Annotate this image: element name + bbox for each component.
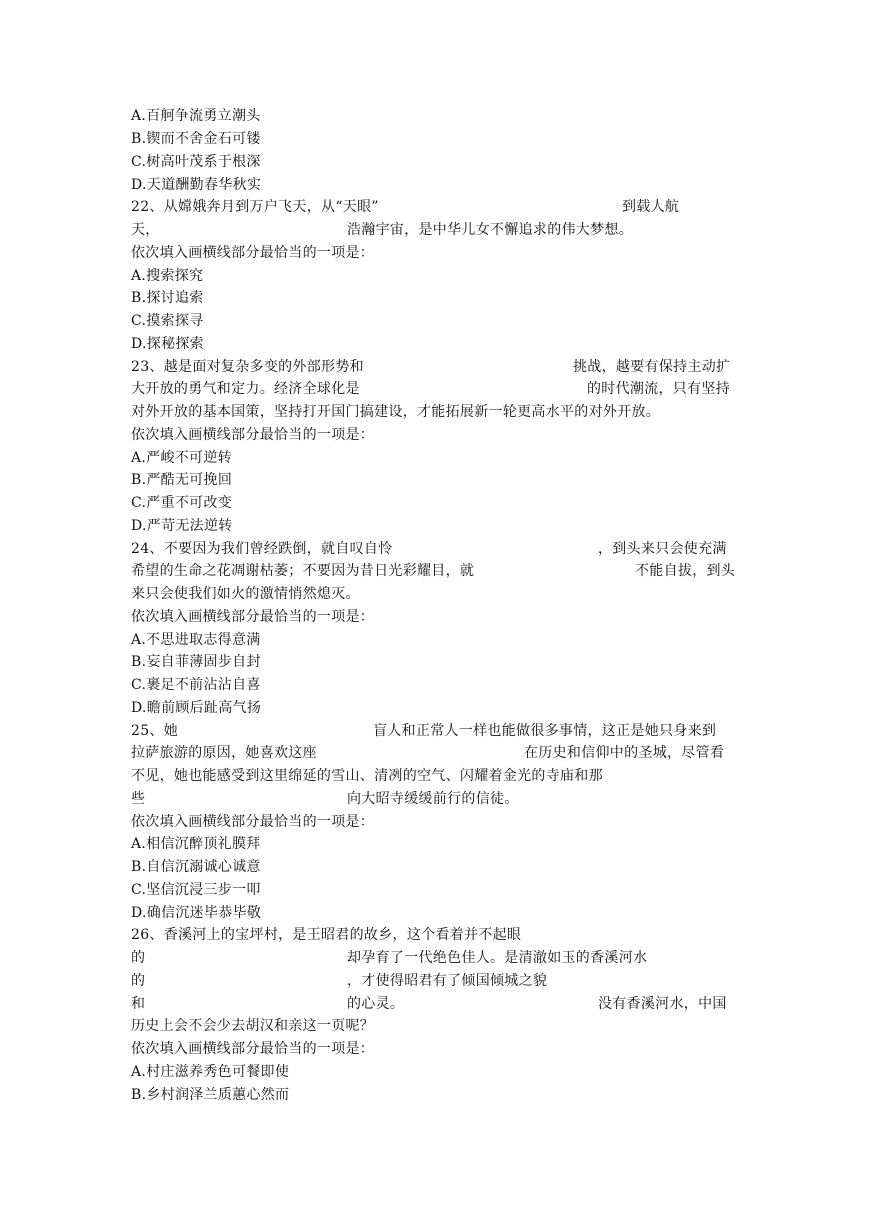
option-a-q25: A.相信沉醉顶礼膜拜 bbox=[131, 836, 261, 852]
question-25-line4-part2: 向大昭寺缓缓前行的信徒。 bbox=[347, 791, 519, 807]
option-b-q25: B.自信沉溺诚心诚意 bbox=[131, 859, 261, 875]
question-25-line1-part2: 盲人和正常人一样也能做很多事情，这正是她只身来到 bbox=[373, 723, 717, 739]
instruction-q23: 依次填入画横线部分最恰当的一项是： bbox=[131, 427, 375, 443]
question-24-line1-part2: ，到头来只会使充满 bbox=[598, 541, 727, 557]
question-25-line4-part1: 些 bbox=[131, 791, 146, 807]
question-26-line4-part1: 和 bbox=[131, 996, 146, 1012]
option-c-q24: C.裹足不前沾沾自喜 bbox=[131, 677, 261, 693]
question-24-line2-part1: 希望的生命之花凋谢枯萎；不要因为昔日光彩耀目，就 bbox=[131, 563, 475, 579]
question-24-line1-part1: 24、不要因为我们曾经跌倒，就自叹自怜 bbox=[131, 541, 393, 557]
question-26-line5: 历史上会不会少去胡汉和亲这一页呢？ bbox=[131, 1018, 375, 1034]
option-d-q25: D.确信沉迷毕恭毕敬 bbox=[131, 905, 262, 921]
question-26-line2-part2: 却孕育了一代绝色佳人。是清澈如玉的香溪河水 bbox=[347, 950, 648, 966]
option-b-q21: B.锲而不舍金石可镂 bbox=[131, 131, 261, 147]
option-b-q26: B.乡村润泽兰质蕙心然而 bbox=[131, 1087, 290, 1103]
question-26-line3-part2: ，才使得昭君有了倾国倾城之貌 bbox=[347, 973, 548, 989]
option-a-q26: A.村庄滋养秀色可餐即使 bbox=[131, 1064, 290, 1080]
question-25-line1-part1: 25、她 bbox=[131, 723, 179, 739]
option-a-q23: A.严峻不可逆转 bbox=[131, 450, 232, 466]
option-d-q21: D.天道酬勤春华秋实 bbox=[131, 177, 262, 193]
question-23-line1-part2: 挑战，越要有保持主动扩 bbox=[573, 359, 731, 375]
question-23-line1-part1: 23、越是面对复杂多变的外部形势和 bbox=[131, 359, 364, 375]
question-24-line2-part2: 不能自拔，到头 bbox=[635, 563, 736, 579]
question-26-line4-part2: 的心灵。 bbox=[347, 996, 405, 1012]
question-26-line1: 26、香溪河上的宝坪村，是王昭君的故乡，这个看着并不起眼 bbox=[131, 927, 522, 943]
option-b-q23: B.严酷无可挽回 bbox=[131, 472, 233, 488]
question-22-line2-part1: 天， bbox=[131, 222, 160, 238]
option-c-q22: C.摸索探寻 bbox=[131, 313, 204, 329]
question-23-line2-part2: 的时代潮流，只有坚持 bbox=[587, 381, 730, 397]
question-26-line2-part1: 的 bbox=[131, 950, 146, 966]
option-d-q23: D.严苛无法逆转 bbox=[131, 518, 233, 534]
option-b-q24: B.妄自菲薄固步自封 bbox=[131, 654, 261, 670]
instruction-q22: 依次填入画横线部分最恰当的一项是： bbox=[131, 245, 375, 261]
question-25-line2-part2: 在历史和信仰中的圣城，尽管看 bbox=[524, 745, 725, 761]
question-26-line4-part3: 没有香溪河水，中国 bbox=[598, 996, 727, 1012]
option-c-q21: C.树高叶茂系于根深 bbox=[131, 154, 261, 170]
question-23-line2-part1: 大开放的勇气和定力。经济全球化是 bbox=[131, 381, 360, 397]
instruction-q26: 依次填入画横线部分最恰当的一项是： bbox=[131, 1041, 375, 1057]
question-25-line2-part1: 拉萨旅游的原因，她喜欢这座 bbox=[131, 745, 317, 761]
option-c-q25: C.坚信沉浸三步一叩 bbox=[131, 882, 261, 898]
question-22-line2-part2: 浩瀚宇宙，是中华儿女不懈追求的伟大梦想。 bbox=[347, 222, 633, 238]
option-d-q24: D.瞻前顾后趾高气扬 bbox=[131, 700, 262, 716]
option-a-q21: A.百舸争流勇立潮头 bbox=[131, 108, 261, 124]
question-26-line3-part1: 的 bbox=[131, 973, 146, 989]
option-b-q22: B.探讨追索 bbox=[131, 290, 204, 306]
option-d-q22: D.探秘探索 bbox=[131, 336, 204, 352]
option-a-q24: A.不思进取志得意满 bbox=[131, 632, 261, 648]
question-22-line1-part1: 22、从嫦娥奔月到万户飞天，从“天眼” bbox=[131, 199, 379, 215]
question-23-line3: 对外开放的基本国策，坚持打开国门搞建设，才能拓展新一轮更高水平的对外开放。 bbox=[131, 404, 661, 420]
option-c-q23: C.严重不可改变 bbox=[131, 495, 233, 511]
instruction-q25: 依次填入画横线部分最恰当的一项是： bbox=[131, 814, 375, 830]
option-a-q22: A.搜索探究 bbox=[131, 268, 204, 284]
instruction-q24: 依次填入画横线部分最恰当的一项是： bbox=[131, 609, 375, 625]
question-24-line3: 来只会使我们如火的激情悄然熄灭。 bbox=[131, 586, 360, 602]
question-25-line3: 不见，她也能感受到这里绵延的雪山、清冽的空气、闪耀着金光的寺庙和那 bbox=[131, 768, 603, 784]
question-22-line1-part2: 到载人航 bbox=[622, 199, 680, 215]
